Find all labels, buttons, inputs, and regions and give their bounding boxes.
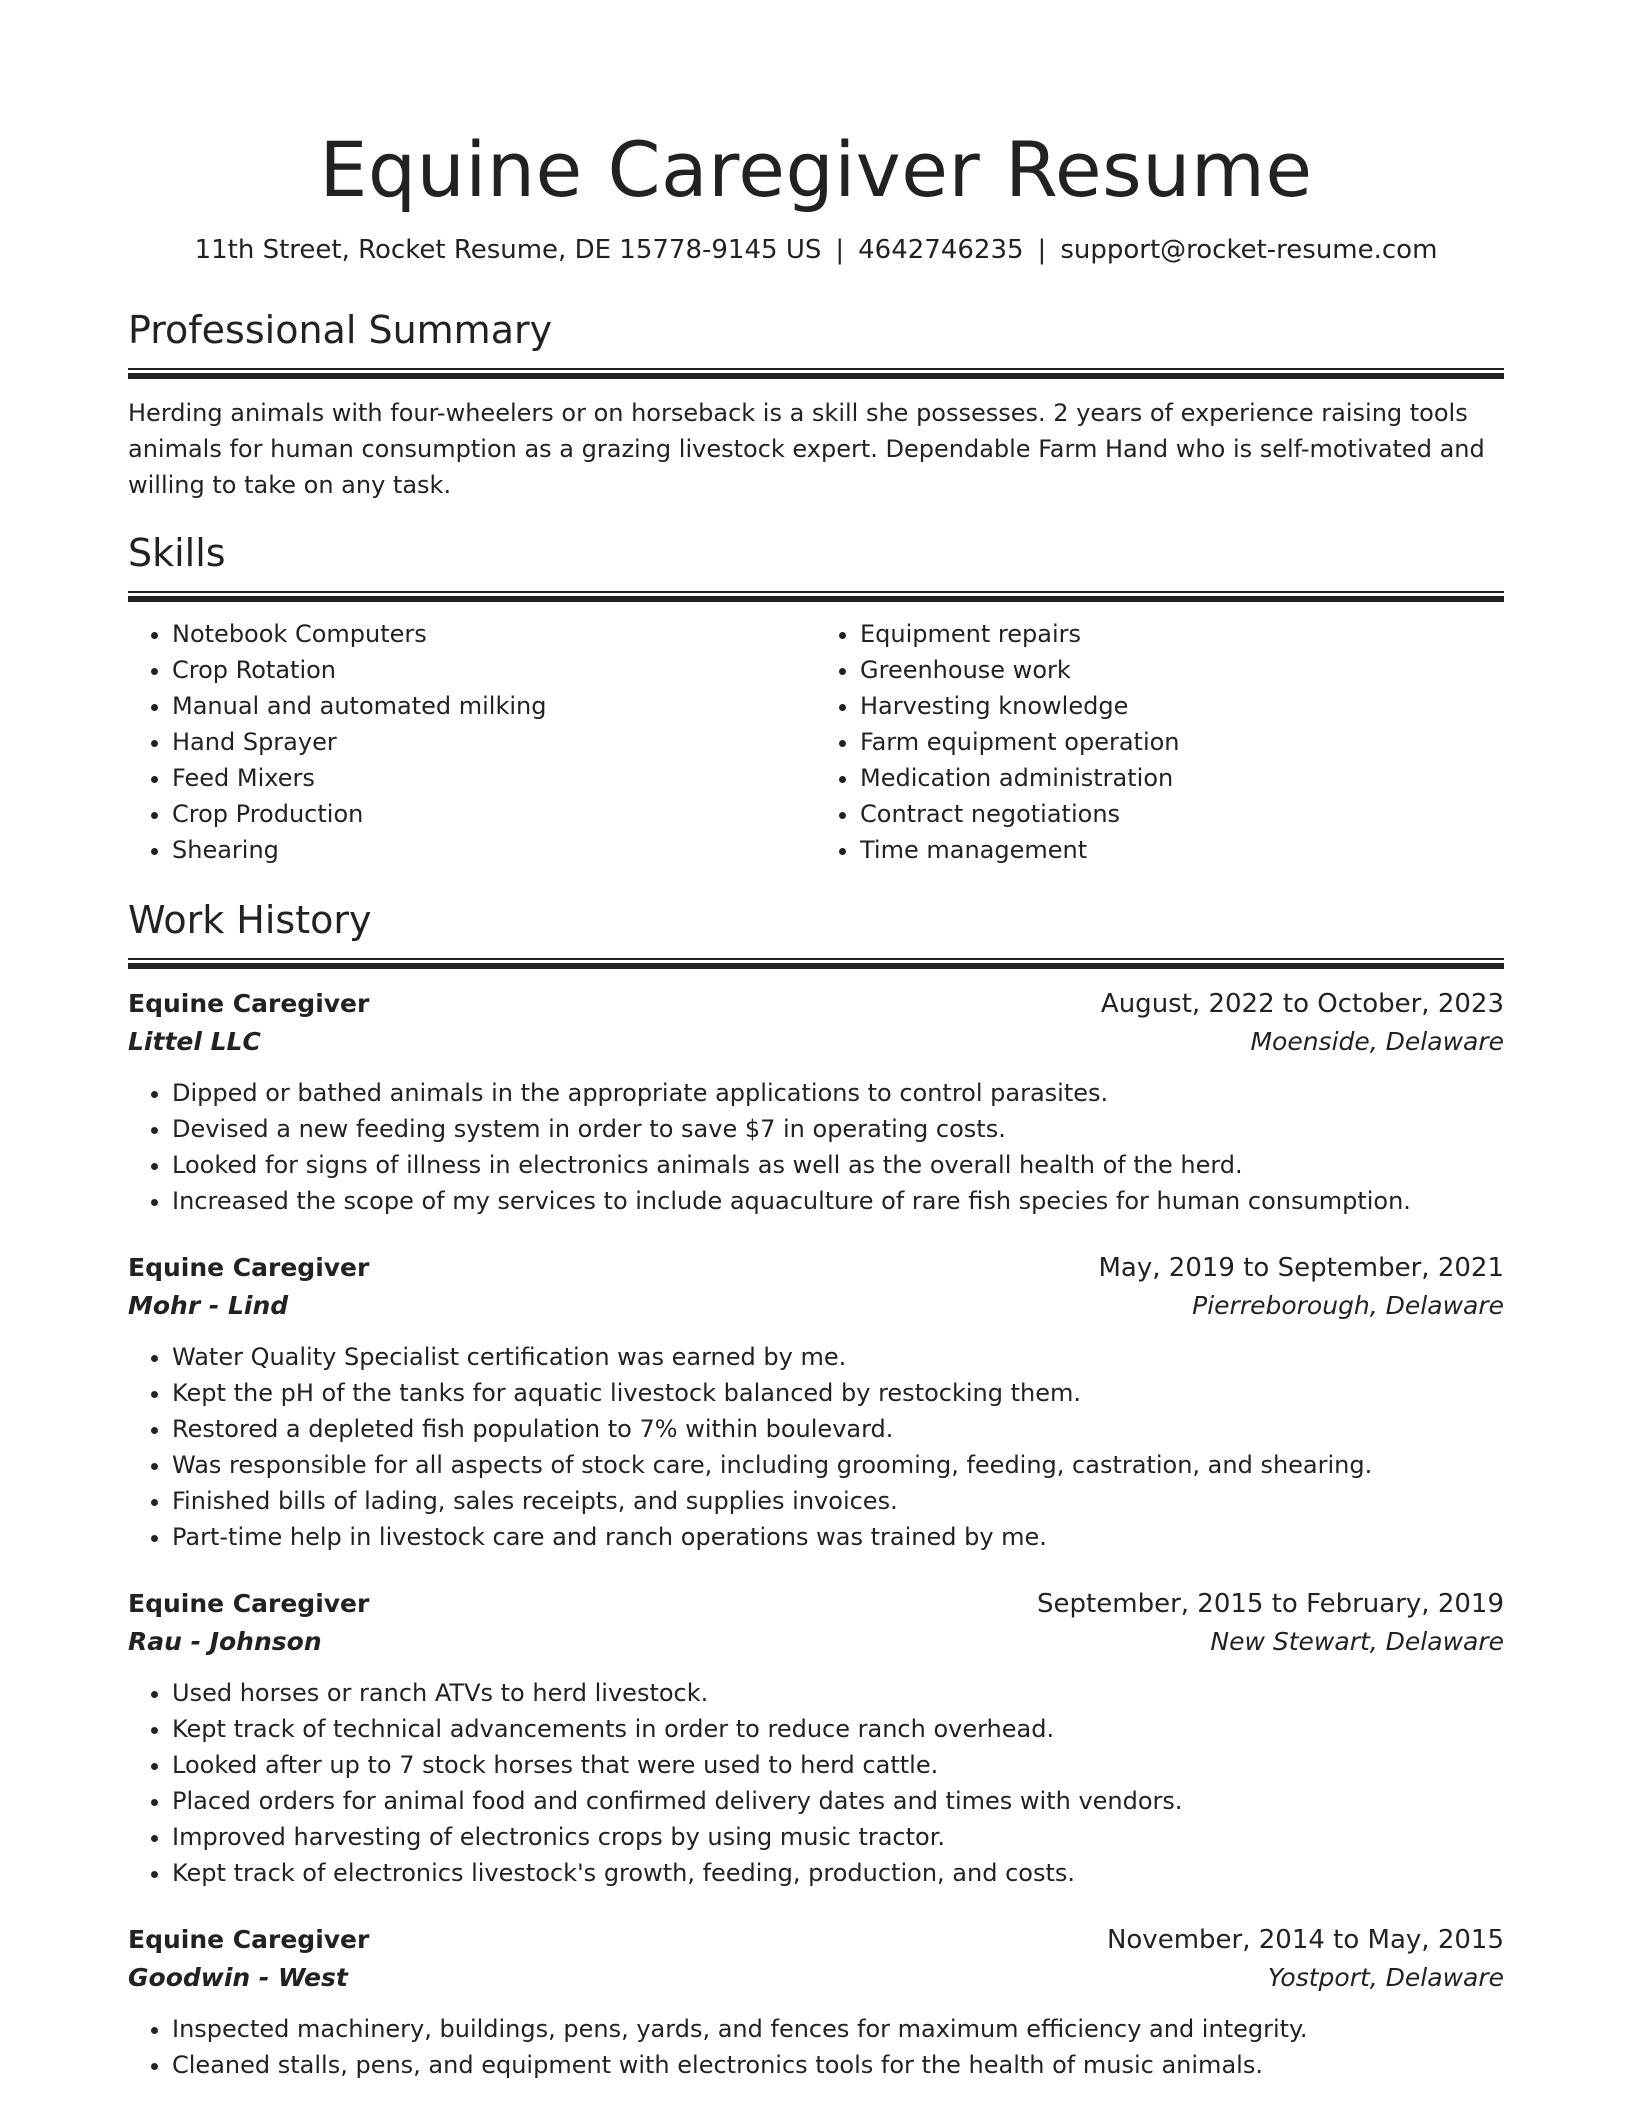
skills-section	[128, 531, 1504, 868]
job-bullet: • Restored a depleted fish population to 7% within boulevard.	[172, 1411, 1504, 1447]
job-company: Mohr - Lind	[128, 1291, 289, 1320]
skill-item: • Medication administration	[860, 760, 1504, 796]
professional-summary-section	[128, 308, 1504, 503]
job-dates: September, 2015 to February, 2019	[1037, 1589, 1504, 1619]
job-entry	[128, 985, 1504, 1219]
skill-item: • Contract negotiations	[860, 796, 1504, 832]
job-location: Pierreborough, Delaware	[1192, 1291, 1504, 1320]
job-bullet: • Was responsible for all aspects of stock care, including grooming, feeding, castration, and shearing.	[172, 1447, 1504, 1483]
job-location: Moenside, Delaware	[1250, 1027, 1504, 1056]
skills-list-left	[128, 616, 816, 868]
job-title: Equine Caregiver	[128, 989, 370, 1018]
section-divider	[128, 368, 1504, 379]
contact-separator: |	[835, 235, 845, 265]
contact-separator: |	[1037, 235, 1047, 265]
job-company: Goodwin - West	[128, 1963, 348, 1992]
section-heading: Skills	[128, 531, 226, 575]
summary-text: Herding animals with four-wheelers or on horseback is a skill she possesses. 2 years of experience raising tools animals for human consumption as a grazing livestock expert. Dependable Farm Hand who is self-motivated and willing to take on any task.	[128, 399, 1485, 499]
work-history-section	[128, 898, 1504, 2083]
job-bullets	[128, 2011, 1504, 2083]
job-entry	[128, 1921, 1504, 2083]
job-bullet: • Devised a new feeding system in order to save $7 in operating costs.	[172, 1111, 1504, 1147]
contact-phone: 4642746235	[858, 235, 1024, 265]
skill-item: • Greenhouse work	[860, 652, 1504, 688]
skill-item: • Shearing	[172, 832, 816, 868]
job-bullet: • Looked after up to 7 stock horses that were used to herd cattle.	[172, 1747, 1504, 1783]
job-bullet: • Finished bills of lading, sales receipts, and supplies invoices.	[172, 1483, 1504, 1519]
skill-item: • Notebook Computers	[172, 616, 816, 652]
job-bullet: • Kept track of electronics livestock's growth, feeding, production, and costs.	[172, 1855, 1504, 1891]
job-bullet: • Dipped or bathed animals in the appropriate applications to control parasites.	[172, 1075, 1504, 1111]
skill-item: • Time management	[860, 832, 1504, 868]
job-entry	[128, 1585, 1504, 1891]
job-company: Littel LLC	[128, 1027, 261, 1056]
job-bullet: • Used horses or ranch ATVs to herd livestock.	[172, 1675, 1504, 1711]
job-bullet: • Part-time help in livestock care and ranch operations was trained by me.	[172, 1519, 1504, 1555]
job-entry	[128, 1249, 1504, 1555]
job-location: New Stewart, Delaware	[1210, 1627, 1504, 1656]
section-heading: Professional Summary	[128, 308, 553, 352]
job-bullet: • Water Quality Specialist certification was earned by me.	[172, 1339, 1504, 1375]
job-dates: May, 2019 to September, 2021	[1098, 1253, 1504, 1283]
skill-item: • Equipment repairs	[860, 616, 1504, 652]
job-bullets	[128, 1339, 1504, 1555]
job-bullets	[128, 1075, 1504, 1219]
skill-item: • Crop Production	[172, 796, 816, 832]
contact-line	[128, 232, 1504, 268]
job-title: Equine Caregiver	[128, 1925, 370, 1954]
job-title: Equine Caregiver	[128, 1253, 370, 1282]
job-title: Equine Caregiver	[128, 1589, 370, 1618]
skill-item: • Harvesting knowledge	[860, 688, 1504, 724]
resume-title: Equine Caregiver Resume	[319, 125, 1313, 214]
job-dates: November, 2014 to May, 2015	[1106, 1925, 1504, 1955]
job-bullet: • Increased the scope of my services to include aquaculture of rare fish species for human consumption.	[172, 1183, 1504, 1219]
job-company: Rau - Johnson	[128, 1627, 322, 1656]
skill-item: • Feed Mixers	[172, 760, 816, 796]
job-bullet: • Improved harvesting of electronics crops by using music tractor.	[172, 1819, 1504, 1855]
skill-item: • Manual and automated milking	[172, 688, 816, 724]
job-bullet: • Cleaned stalls, pens, and equipment with electronics tools for the health of music animals.	[172, 2047, 1504, 2083]
skill-item: • Hand Sprayer	[172, 724, 816, 760]
job-bullet: • Placed orders for animal food and confirmed delivery dates and times with vendors.	[172, 1783, 1504, 1819]
job-dates: August, 2022 to October, 2023	[1100, 989, 1504, 1019]
skill-item: • Farm equipment operation	[860, 724, 1504, 760]
skills-columns	[128, 616, 1504, 868]
job-location: Yostport, Delaware	[1267, 1963, 1504, 1992]
job-bullet: • Kept track of technical advancements in order to reduce ranch overhead.	[172, 1711, 1504, 1747]
contact-email: support@rocket-resume.com	[1060, 235, 1438, 265]
skills-list-right	[816, 616, 1504, 868]
section-divider	[128, 591, 1504, 602]
section-divider	[128, 958, 1504, 969]
job-bullet: • Inspected machinery, buildings, pens, yards, and fences for maximum efficiency and integrity.	[172, 2011, 1504, 2047]
job-bullet: • Looked for signs of illness in electronics animals as well as the overall health of the herd.	[172, 1147, 1504, 1183]
section-heading: Work History	[128, 898, 372, 942]
skill-item: • Crop Rotation	[172, 652, 816, 688]
contact-address: 11th Street, Rocket Resume, DE 15778-9145 US	[194, 235, 822, 265]
job-bullet: • Kept the pH of the tanks for aquatic livestock balanced by restocking them.	[172, 1375, 1504, 1411]
job-bullets	[128, 1675, 1504, 1891]
